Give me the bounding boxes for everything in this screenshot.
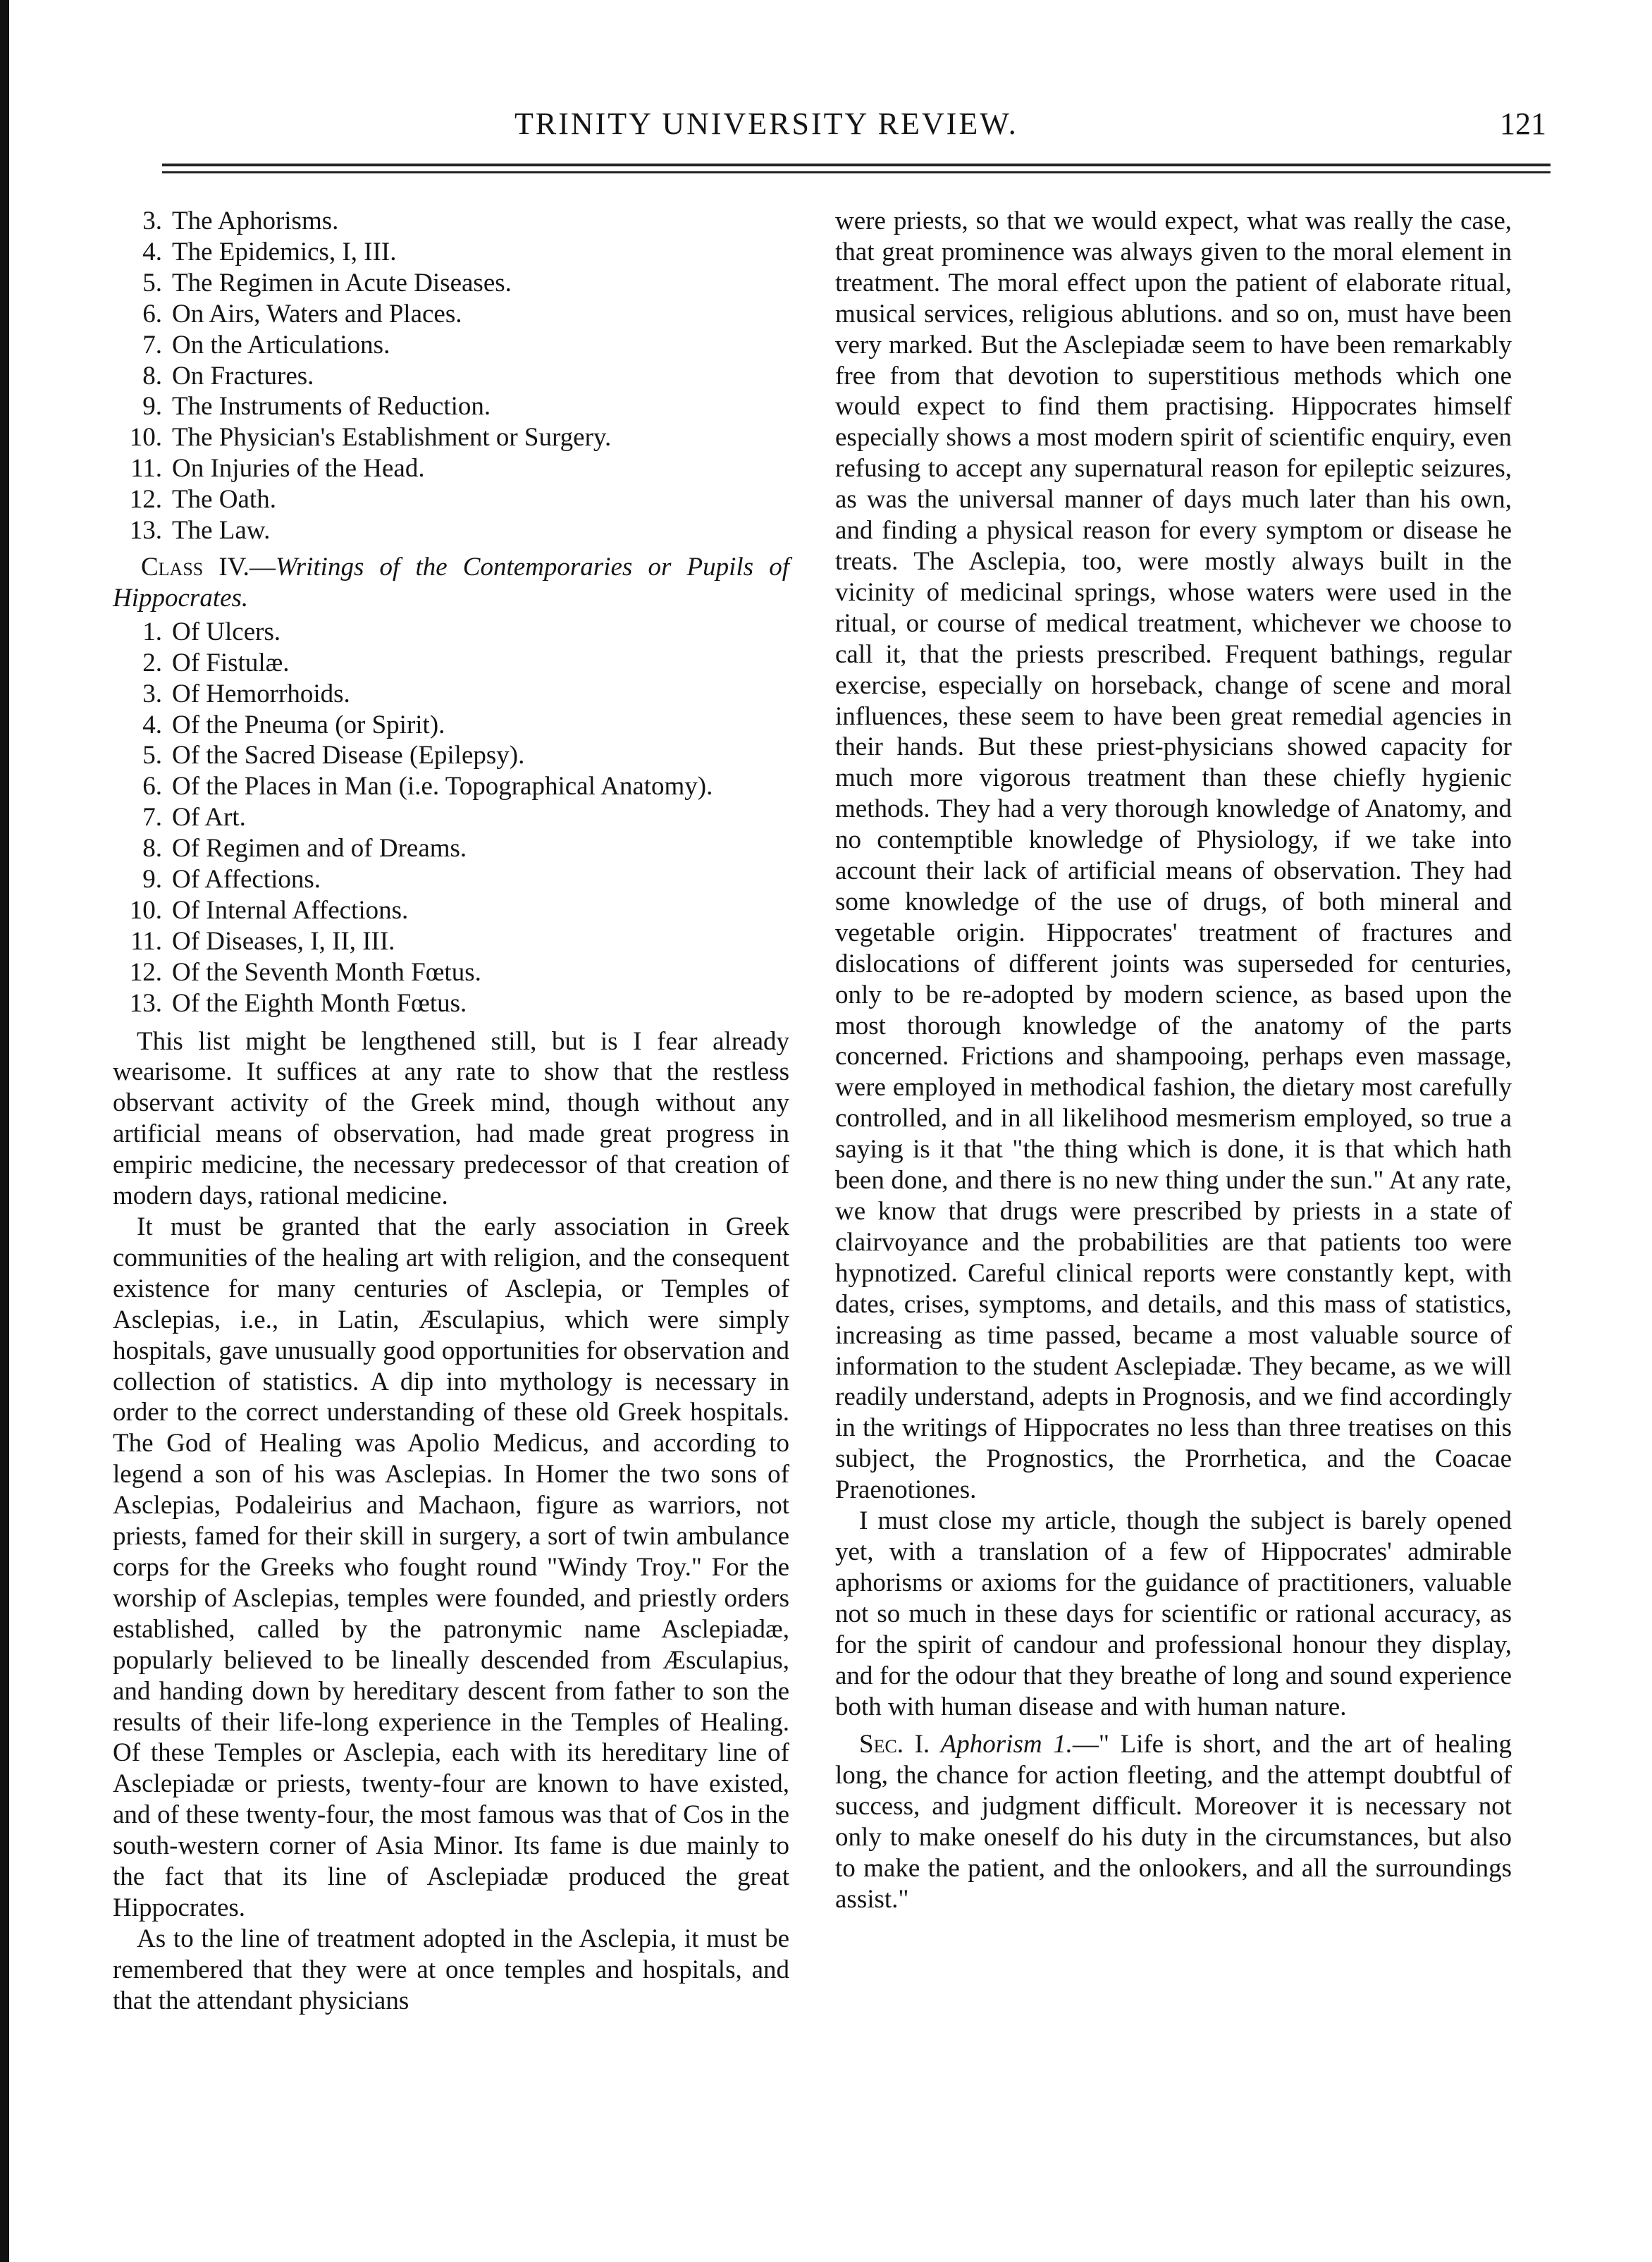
list-item: 3. The Aphorisms. — [142, 207, 339, 235]
list-item: 12. The Oath. — [129, 485, 276, 515]
header-rule-double — [162, 171, 1551, 173]
list-item: 5. The Regimen in Acute Diseases. — [142, 268, 512, 297]
list-item: 6. Of the Places in Man (i.e. Topographical Anatomy). — [142, 772, 713, 801]
list-item: 10. Of Internal Affections. — [129, 895, 409, 925]
running-title: TRINITY UNIVERSITY REVIEW. — [514, 106, 1018, 141]
list-item: 2. Of Fistulæ. — [142, 648, 290, 677]
list-item: 8. On Fractures. — [142, 361, 314, 391]
list-item: 7. On the Articulations. — [142, 330, 390, 359]
list-item: 9. Of Affections. — [142, 865, 321, 895]
list-item: 7. Of Art. — [142, 803, 246, 832]
body-paragraph: I must close my article, though the subject is barely opened yet, with a translation of a few of Hippocrates' admirable aphorisms or axioms for the guidance of practitioners, valuable not so much in these days for scientific or rational accuracy, as for the spirit of candour and professional honour they display, and for the odour that they breathe of long and sound experience both with human disease and with human nature. — [835, 1506, 1512, 1721]
class-iv-heading — [113, 552, 789, 614]
running-header — [176, 106, 1551, 148]
list-item: 12. Of the Seventh Month Fœtus. — [129, 957, 481, 987]
left-column — [113, 206, 789, 2017]
aphorism-paragraph — [835, 1729, 1512, 1914]
class-iv-title: Writings of the Contemporaries or Pupils of Hippocrates. — [113, 552, 789, 613]
list-item: 6. On Airs, Waters and Places. — [142, 299, 462, 328]
list-item: 5. Of the Sacred Disease (Epilepsy). — [142, 741, 525, 770]
list-item: 11. On Injuries of the Head. — [130, 454, 425, 484]
aphorism-text: —" Life is short, and the art of healing long, the chance for action fleeting, and the attempt doubtful of success, and judgment difficult. Moreover it is necessary not only to make oneself do his duty in the circumstances, but also to make the patient, and the onlookers, and all the surroundings assist." — [835, 1730, 1512, 1914]
list-item: 11. Of Diseases, I, II, III. — [130, 926, 395, 956]
body-paragraph: As to the line of treatment adopted in the Asclepia, it must be remembered that they were at once temples and hospitals, and that the attendant physicians — [113, 1924, 789, 2015]
list-item: 10. The Physician's Establishment or Surgery. — [129, 423, 612, 453]
list-item: 8. Of Regimen and of Dreams. — [142, 834, 467, 863]
right-column — [835, 206, 1512, 1915]
list-item: 1. Of Ulcers. — [142, 617, 281, 646]
list-item: 4. The Epidemics, I, III. — [142, 237, 397, 266]
hippocrates-writings-list — [113, 206, 789, 546]
list-item: 4. Of the Pneuma (or Spirit). — [142, 710, 445, 739]
contemporaries-writings-list — [113, 617, 789, 1019]
list-item: 13. The Law. — [129, 516, 271, 546]
scan-edge-bar — [0, 0, 9, 2262]
list-item: 3. Of Hemorrhoids. — [142, 679, 350, 708]
aphorism-title: Aphorism 1. — [940, 1730, 1073, 1759]
class-iv-label: Class IV.— — [141, 552, 276, 582]
aphorism-label: Sec. I. — [859, 1730, 941, 1759]
header-rule — [162, 164, 1551, 166]
body-paragraph: were priests, so that we would expect, what was really the case, that great prominence was always given to the moral element in treatment. The moral effect upon the patient of elaborate ritual, musical services, religious ablutions. and so on, must have been very marked. But the Asclepiadæ seem to have been remarkably free from that devotion to superstitious methods which one would expect to find them practising. Hippocrates himself especially shows a most modern spirit of scientific enquiry, even refusing to accept any supernatural reason for epileptic seizures, as was the universal manner of days much later than his own, and finding a physical reason for every symptom or disease he treats. The Asclepia, too, were mostly always built in the vicinity of medicinal springs, whose waters were used in the ritual, or course of medical treatment, whichever we choose to call it, that the priests prescribed. Frequent bathings, regular exercise, especially on horseback, change of scene and moral influences, these seem to have been great remedial agencies in their hands. But these priest-physicians showed capacity for much more vigorous treatment than these chiefly hygienic methods. They had a very thorough knowledge of Anatomy, and no contemptible knowledge of Physiology, if we take into account their lack of artificial means of observation. They had some knowledge of the use of drugs, of both mineral and vegetable origin. Hippocrates' treatment of fractures and dislocations of different joints was superseded for centuries, only to be re-adopted by modern science, as based upon the most thorough knowledge of the anatomy of the parts concerned. Frictions and shampooing, perhaps even massage, were employed in methodical fashion, the dietary most carefully controlled, and in all likelihood mesmerism employed, so true a saying is it that "the thing which is done, it is that which hath been done, and there is no new thing under the sun." At any rate, we know that drugs were prescribed by priests in a state of clairvoyance and the probabilities are that patients too were hypnotized. Careful clinical reports were constantly kept, with dates, crises, symptoms, and details, and this mass of statistics, increasing as time passed, became a most valuable source of information to the student Asclepiadæ. They became, as we will readily understand, adepts in Prognosis, and we find accordingly in the writings of Hippocrates no less than three treatises on this subject, the Prognostics, the Prorrhetica, and the Coacae Praenotiones. — [835, 207, 1512, 1505]
body-paragraph: This list might be lengthened still, but is I fear already wearisome. It suffices at any rate to show that the restless observant activity of the Greek mind, though without any artificial means of observation, had made great progress in empiric medicine, the necessary predecessor of that creation of modern days, rational medicine. — [113, 1026, 789, 1211]
body-paragraph: It must be granted that the early association in Greek communities of the healing art with religion, and the consequent existence for many centuries of Asclepia, or Temples of Asclepias, i.e., in Latin, Æsculapius, which were simply hospitals, gave unusually good opportunities for observation and collection of statistics. A dip into mythology is necessary in order to the correct understanding of these old Greek hospitals. The God of Healing was Apolio Medicus, and according to legend a son of his was Asclepias. In Homer the two sons of Asclepias, Podaleirius and Machaon, figure as warriors, not priests, famed for their skill in surgery, a sort of twin ambulance corps for the Greeks who fought round "Windy Troy." For the worship of Asclepias, temples were founded, and priestly orders established, called by the patronymic name Asclepiadæ, popularly believed to be lineally descended from Æsculapius, and handing down by hereditary descent from father to son the results of their life-long experience in the Temples of Healing. Of these Temples or Asclepia, each with its hereditary line of Asclepiadæ or priests, twenty-four are known to have existed, and of these twenty-four, the most famous was that of Cos in the south-western corner of Asia Minor. Its fame is due mainly to the fact that its line of Asclepiadæ produced the great Hippocrates. — [113, 1212, 789, 1922]
page-number: 121 — [1500, 106, 1546, 141]
list-item: 13. Of the Eighth Month Fœtus. — [129, 988, 467, 1018]
list-item: 9. The Instruments of Reduction. — [142, 392, 491, 422]
